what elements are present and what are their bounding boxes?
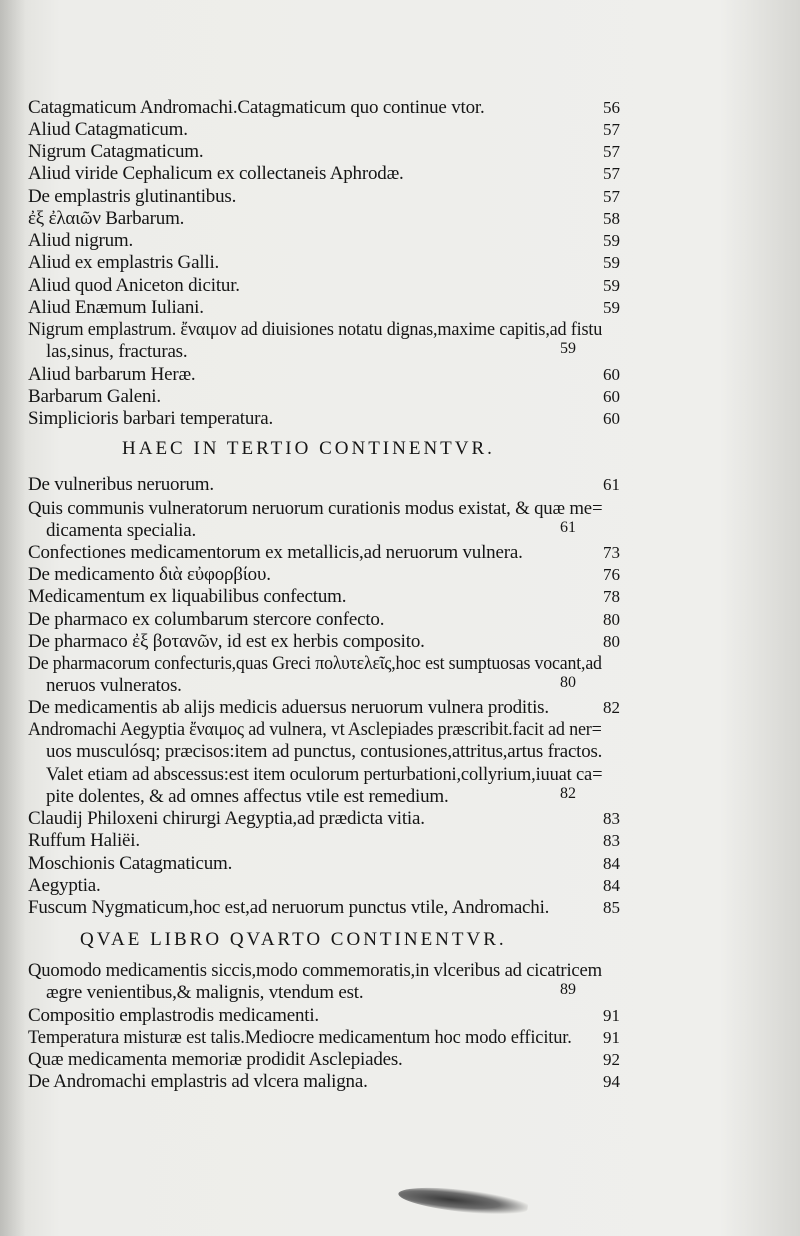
entry-title: Aliud ex emplastris Galli.: [28, 252, 220, 273]
entry-title: Aliud barbarum Heræ.: [28, 364, 196, 385]
page-number-cell: [560, 473, 620, 499]
entry-title: Confectiones medicamentorum ex metallicis,ad neruorum vulnera.: [28, 542, 523, 563]
entry-title: Valet etiam ad abscessus:est item oculorum perturbationi,collyrium,iuuat ca=: [46, 764, 603, 785]
entry-title: Ruffum Haliëi.: [28, 830, 140, 851]
page-number: 73: [603, 543, 620, 562]
entry-title: Quomodo medicamentis siccis,modo commemoratis,in vlceribus ad cicatricem: [28, 960, 602, 981]
entry-title: Moschionis Catagmaticum.: [28, 853, 233, 874]
page-number: 57: [603, 164, 620, 183]
entry-title: De medicamento διὰ εὐφορβίου.: [28, 564, 271, 585]
entry-title: uos musculósq; præcisos:item ad punctus, contusiones,attritus,artus fractos.: [46, 741, 603, 762]
entry-title: Quæ medicamenta memoriæ prodidit Asclepiades.: [28, 1049, 403, 1070]
section-heading-text: HAEC IN TERTIO CONTINENTVR.: [122, 438, 495, 459]
page-number: 89: [560, 981, 576, 998]
page-number: 59: [603, 298, 620, 317]
entry-title: Nigrum Catagmaticum.: [28, 141, 204, 162]
section-heading-text: QVAE LIBRO QVARTO CONTINENTVR.: [80, 929, 507, 950]
entry-title: De emplastris glutinantibus.: [28, 186, 237, 207]
entry-title: Simplicioris barbari temperatura.: [28, 408, 274, 429]
page-number: 80: [603, 632, 620, 651]
entry-title: Temperatura misturæ est talis.Mediocre medicamentum hoc modo efficitur.: [28, 1027, 572, 1048]
page-number: 84: [603, 876, 620, 895]
page-number: 84: [603, 854, 620, 873]
section-heading: [0, 928, 800, 954]
entry-title: Andromachi Aegyptia ἔναιμος ad vulnera, vt Asclepiades præscribit.facit ad ner=: [28, 719, 602, 740]
page-number: 85: [603, 898, 620, 917]
page-number: 59: [603, 231, 620, 250]
entry-title: Aliud Catagmaticum.: [28, 119, 188, 140]
entry-title: Aliud Enæmum Iuliani.: [28, 297, 204, 318]
entry-title: De medicamentis ab alijs medicis aduersus neruorum vulnera proditis.: [28, 697, 549, 718]
entry-title: Catagmaticum Andromachi.Catagmaticum quo continue vtor.: [28, 97, 485, 118]
page-number: 60: [603, 365, 620, 384]
page-number: 61: [560, 519, 576, 536]
toc-entry: [0, 896, 800, 922]
entry-title: Claudij Philoxeni chirurgi Aegyptia,ad prædicta vitia.: [28, 808, 425, 829]
page-number: 78: [603, 587, 620, 606]
page-number: 83: [603, 831, 620, 850]
page-number: 57: [603, 187, 620, 206]
page-number: 60: [603, 409, 620, 428]
entry-title: Aegyptia.: [28, 875, 101, 896]
toc-entry: [0, 1070, 800, 1096]
entry-title: Barbarum Galeni.: [28, 386, 161, 407]
entry-title: ægre venientibus,& malignis, vtendum est.: [46, 982, 364, 1003]
entry-title: Aliud quod Aniceton dicitur.: [28, 275, 240, 296]
page-number: 83: [603, 809, 620, 828]
page-number: 59: [603, 253, 620, 272]
page-number: 56: [603, 98, 620, 117]
entry-title: neruos vulneratos.: [46, 675, 182, 696]
section-heading: [0, 437, 800, 463]
page-number: 80: [560, 674, 576, 691]
entry-title: pite dolentes, & ad omnes affectus vtile est remedium.: [46, 786, 449, 807]
toc-entry: [0, 473, 800, 499]
page-number: 82: [603, 698, 620, 717]
entry-title: Aliud viride Cephalicum ex collectaneis Aphrodæ.: [28, 163, 404, 184]
page-number: 60: [603, 387, 620, 406]
page-number: 76: [603, 565, 620, 584]
page-number-cell: [560, 407, 620, 433]
entry-title: De Andromachi emplastris ad vlcera maligna.: [28, 1071, 368, 1092]
entry-title: De pharmaco ἐξ βοτανῶν, id est ex herbis composito.: [28, 631, 425, 652]
page-number: 61: [603, 475, 620, 494]
entry-title: De pharmacorum confecturis,quas Greci πολυτελεῖς,hoc est sumptuosas vocant,ad: [28, 653, 602, 674]
page-number: 82: [560, 785, 576, 802]
page-number: 57: [603, 120, 620, 139]
page-number-cell: [560, 896, 620, 922]
entry-title: Fuscum Nygmaticum,hoc est,ad neruorum punctus vtile, Andromachi.: [28, 897, 550, 918]
entry-title: De vulneribus neruorum.: [28, 474, 214, 495]
toc-entry: [0, 407, 800, 433]
page-number: 92: [603, 1050, 620, 1069]
ink-smudge: [397, 1183, 529, 1218]
entry-title: De pharmaco ex columbarum stercore confecto.: [28, 609, 385, 630]
page-number: 59: [603, 276, 620, 295]
page-number: 94: [603, 1072, 620, 1091]
entry-title: Nigrum emplastrum. ἔναιμον ad diuisiones notatu dignas,maxime capitis,ad fistu: [28, 319, 603, 340]
page-number: 57: [603, 142, 620, 161]
entry-title: Compositio emplastrodis medicamenti.: [28, 1005, 319, 1026]
page-number: 80: [603, 610, 620, 629]
page-number: 58: [603, 209, 620, 228]
page-number: 91: [603, 1028, 620, 1047]
page-number: 91: [603, 1006, 620, 1025]
page-number: 59: [560, 340, 576, 357]
entry-title: las,sinus, fracturas.: [46, 341, 188, 362]
entry-title: Quis communis vulneratorum neruorum curationis modus existat, & quæ me=: [28, 498, 603, 519]
entry-title: Medicamentum ex liquabilibus confectum.: [28, 586, 347, 607]
entry-title: ἐξ ἐλαιῶν Barbarum.: [28, 208, 185, 229]
page-number-cell: [560, 1070, 620, 1096]
entry-title: dicamenta specialia.: [46, 520, 197, 541]
entry-title: Aliud nigrum.: [28, 230, 134, 251]
